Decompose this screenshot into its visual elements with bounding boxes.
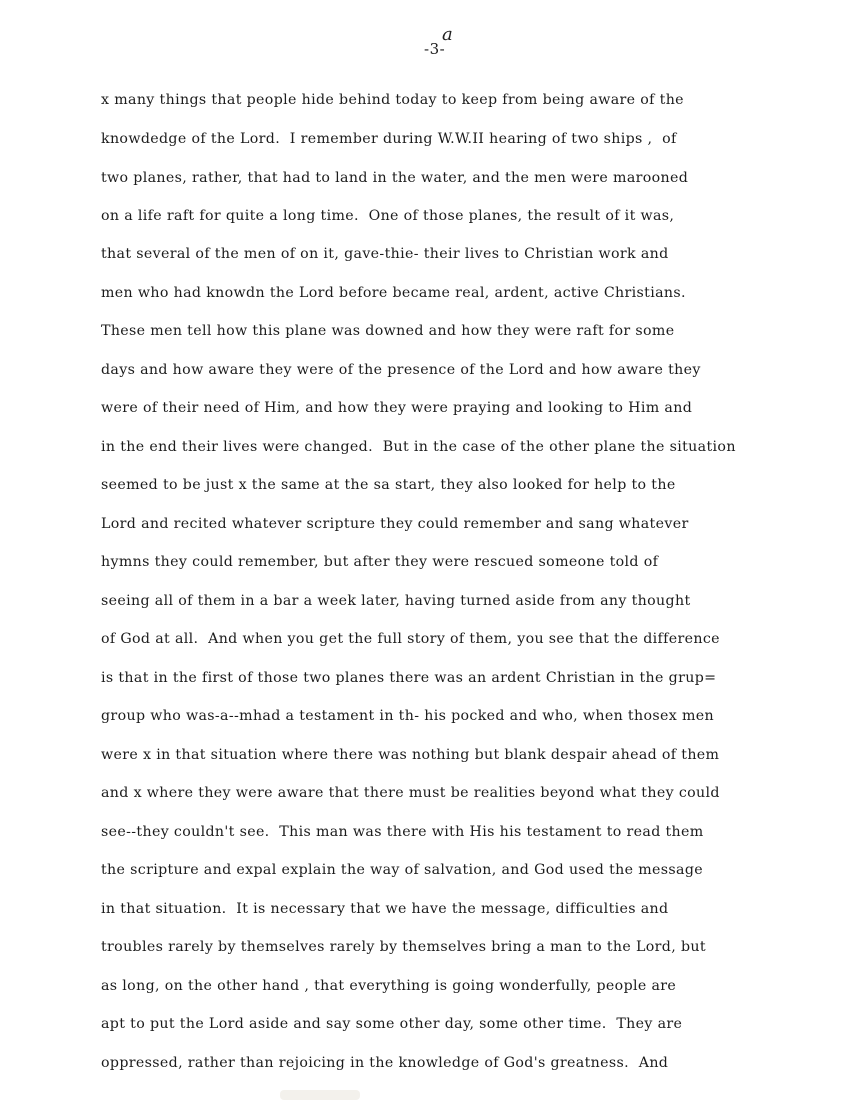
text-line: see--they couldn't see. This man was there with His his testament to read them [101, 824, 704, 840]
text-line: seeing all of them in a bar a week later, having turned aside from any thought [101, 593, 691, 609]
text-line: knowdedge of the Lord. I remember during W.W.II hearing of two ships , of [101, 131, 677, 147]
text-line: seemed to be just x the same at the sa start, they also looked for help to the [101, 477, 676, 493]
text-line: the scripture and expal explain the way of salvation, and God used the message [101, 862, 704, 878]
text-line: is that in the first of those two planes there was an ardent Christian in the grup= [101, 670, 717, 686]
text-line: on a life raft for quite a long time. One of those planes, the result of it was, [101, 208, 675, 224]
page-number: -3- [424, 40, 446, 58]
text-line: in the end their lives were changed. But in the case of the other plane the situation [101, 439, 736, 455]
text-line: were of their need of Him, and how they were praying and looking to Him and [101, 400, 693, 416]
text-line: Lord and recited whatever scripture they could remember and sang whatever [101, 516, 689, 532]
text-line: hymns they could remember, but after they were rescued someone told of [101, 554, 659, 570]
text-line: troubles rarely by themselves rarely by themselves bring a man to the Lord, but [101, 939, 706, 955]
text-line: men who had knowdn the Lord before became real, ardent, active Christians. [101, 285, 686, 301]
text-line: of God at all. And when you get the full story of them, you see that the difference [101, 631, 720, 647]
text-line: apt to put the Lord aside and say some other day, some other time. They are [101, 1016, 683, 1032]
text-line: oppressed, rather than rejoicing in the knowledge of God's greatness. And [101, 1055, 669, 1071]
text-line: as long, on the other hand , that everything is going wonderfully, people are [101, 978, 677, 994]
text-line: x many things that people hide behind today to keep from being aware of the [101, 92, 684, 108]
text-line: that several of the men of on it, gave-thie- their lives to Christian work and [101, 246, 669, 262]
text-line: days and how aware they were of the presence of the Lord and how aware they [101, 362, 701, 378]
text-line: two planes, rather, that had to land in the water, and the men were marooned [101, 170, 689, 186]
text-line: group who was-a--mhad a testament in th- his pocked and who, when thosex men [101, 708, 714, 724]
text-line: These men tell how this plane was downed and how they were raft for some [101, 323, 675, 339]
text-line: were x in that situation where there was nothing but blank despair ahead of them [101, 747, 720, 763]
text-line: in that situation. It is necessary that we have the message, difficulties and [101, 901, 669, 917]
paper-smudge [280, 1090, 360, 1100]
text-line: and x where they were aware that there must be realities beyond what they could [101, 785, 720, 801]
handwritten-page-mark: a [442, 24, 453, 45]
